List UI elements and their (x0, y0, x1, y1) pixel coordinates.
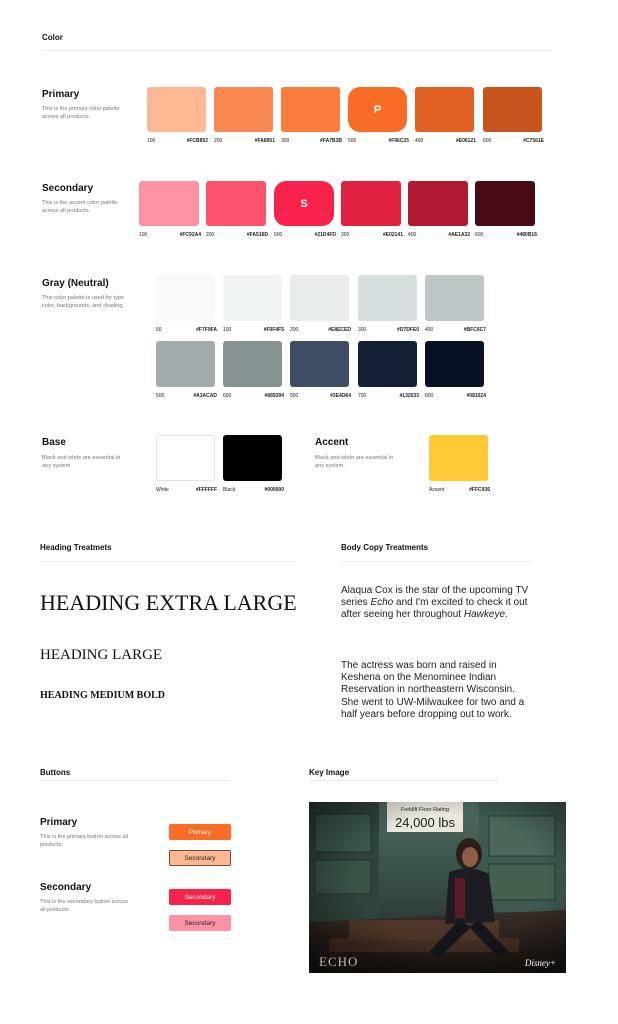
echo-logo: ECHO (319, 954, 359, 969)
swatch-hex-label: #BFC6C7 (463, 327, 486, 333)
buttons-primary-title: Primary (40, 817, 78, 828)
color-swatch (206, 181, 266, 226)
swatch-hex-label: #FC92A4 (179, 232, 201, 238)
color-swatch (214, 87, 273, 132)
color-swatch (429, 435, 488, 481)
secondary-button[interactable]: Secondary (169, 889, 231, 905)
color-swatch (156, 435, 215, 481)
swatch-step-label: 50 (156, 327, 162, 333)
color-swatch (156, 341, 215, 387)
body-paragraph-2: The actress was born and raised in Keshena on the Menominee Indian Reservation in northeastern Wisconsin. She went to UW-Milwaukee for two and a half years before dropping out to work. (341, 660, 525, 720)
color-swatch (358, 275, 417, 321)
gray-title: Gray (Neutral) (42, 278, 109, 289)
color-divider (42, 50, 552, 51)
swatch-step-label: 900 (290, 393, 299, 399)
swatch-hex-label: #FCB892 (186, 138, 208, 144)
buttons-primary-description: This is the primary button across all products. (40, 834, 128, 849)
swatch-step-label: Accent (429, 487, 445, 493)
swatch-hex-label: #FA8951 (254, 138, 275, 144)
color-swatch (475, 181, 535, 226)
secondary-description: This is the accent color palette across all products. (42, 200, 118, 215)
secondary-light-button[interactable]: Secondary (169, 915, 231, 931)
color-swatch: S (274, 181, 334, 226)
swatch-hex-label: #FA7B3B (320, 138, 342, 144)
heading-large: HEADING LARGE (40, 647, 163, 663)
swatch-step-label: Black (223, 487, 236, 493)
buttons-secondary-description: This is the secondary button across all products. (40, 899, 128, 914)
swatch-hex-label: #E06121 (455, 138, 476, 144)
color-swatch (156, 275, 215, 321)
swatch-step-label: 100 (139, 232, 148, 238)
disney-plus-logo: Disney+ (524, 958, 556, 968)
swatch-hex-label: #FFFFFF (195, 487, 217, 493)
color-swatch (341, 181, 401, 226)
buttons-divider (40, 780, 230, 781)
swatch-step-label: 700 (358, 393, 367, 399)
color-section-title: Color (42, 33, 63, 42)
swatch-step-label: 600 (223, 393, 232, 399)
color-swatch (358, 341, 417, 387)
secondary-title: Secondary (42, 183, 94, 194)
swatch-step-label: 600 (483, 138, 492, 144)
color-swatch: P (348, 87, 407, 132)
buttons-section-title: Buttons (40, 768, 71, 777)
color-swatch (139, 181, 199, 226)
color-swatch (290, 275, 349, 321)
swatch-hex-label: #F7F9FA (196, 327, 217, 333)
body-section-title: Body Copy Treatments (341, 543, 429, 552)
key-image-section-title: Key Image (309, 768, 350, 777)
key-image-scene (309, 802, 566, 973)
swatch-hex-label: #C7561E (523, 138, 544, 144)
swatch-hex-label: #889394 (264, 393, 284, 399)
swatch-hex-label: #E02141 (382, 232, 403, 238)
color-swatch (223, 435, 282, 481)
swatch-step-label: 500 (274, 232, 283, 238)
swatch-hex-label: #FFC936 (469, 487, 490, 493)
swatch-hex-label: #A3ACAD (193, 393, 217, 399)
swatch-step-label: 500 (156, 393, 165, 399)
swatch-hex-label: #081024 (466, 393, 486, 399)
color-swatch (408, 181, 468, 226)
swatch-step-label: 100 (147, 138, 156, 144)
swatch-hex-label: #FA516D (246, 232, 268, 238)
swatch-step-label: 600 (475, 232, 484, 238)
swatch-hex-label: #3E4D64 (330, 393, 351, 399)
swatch-hex-label: #D7DFE0 (397, 327, 419, 333)
heading-extra-large: HEADING EXTRA LARGE (40, 590, 297, 615)
buttons-secondary-title: Secondary (40, 882, 92, 893)
swatch-hex-label: #132033 (399, 393, 419, 399)
color-swatch (415, 87, 474, 132)
heading-medium-bold: HEADING MEDIUM BOLD (40, 690, 166, 701)
base-title: Base (42, 437, 66, 448)
color-swatch (290, 341, 349, 387)
heading-section-title: Heading Treatmets (40, 543, 112, 552)
color-swatch (281, 87, 340, 132)
primary-secondary-button[interactable]: Secondary (169, 850, 231, 866)
swatch-step-label: 400 (425, 327, 434, 333)
heading-divider (40, 561, 295, 562)
swatch-hex-label: #000000 (264, 487, 284, 493)
swatch-step-label: 300 (281, 138, 290, 144)
swatch-step-label: 100 (223, 327, 232, 333)
swatch-step-label: 300 (341, 232, 350, 238)
swatch-step-label: 300 (358, 327, 367, 333)
color-swatch (223, 275, 282, 321)
swatch-hex-label: #F96C25 (388, 138, 409, 144)
swatch-step-label: 200 (214, 138, 223, 144)
primary-description: This is the primary color palette across all products. (42, 106, 120, 121)
body-paragraph-1: Alaqua Cox is the star of the upcoming TV series Echo and I'm excited to check it out after seeing her throughout Hawkeye. (341, 585, 529, 621)
swatch-step-label: White (156, 487, 169, 493)
accent-title: Accent (315, 437, 349, 448)
swatch-step-label: 200 (290, 327, 299, 333)
swatch-hex-label: #E8ECED (328, 327, 351, 333)
accent-description: Black and white are essential in any system. (315, 455, 394, 470)
swatch-step-label: 800 (425, 393, 434, 399)
swatch-hex-label: #21D4FD (314, 232, 336, 238)
color-swatch (147, 87, 206, 132)
color-swatch (223, 341, 282, 387)
swatch-hex-label: #F0F4F5 (263, 327, 284, 333)
swatch-step-label: 500 (348, 138, 357, 144)
color-swatch (425, 275, 484, 321)
swatch-step-label: 200 (206, 232, 215, 238)
base-description: Black and white are essential in any system. (42, 455, 121, 470)
gray-description: This color palette is used for type color, backgrounds, and shading. (42, 295, 125, 310)
color-swatch (483, 87, 542, 132)
primary-title: Primary (42, 89, 80, 100)
key-image (309, 802, 566, 973)
body-divider (341, 561, 532, 562)
color-swatch (425, 341, 484, 387)
key-image-divider (309, 780, 499, 781)
swatch-step-label: 400 (408, 232, 417, 238)
swatch-step-label: 400 (415, 138, 424, 144)
primary-button[interactable]: Primary (169, 824, 231, 840)
swatch-hex-label: #480B16 (516, 232, 537, 238)
swatch-hex-label: #AE1A32 (448, 232, 470, 238)
